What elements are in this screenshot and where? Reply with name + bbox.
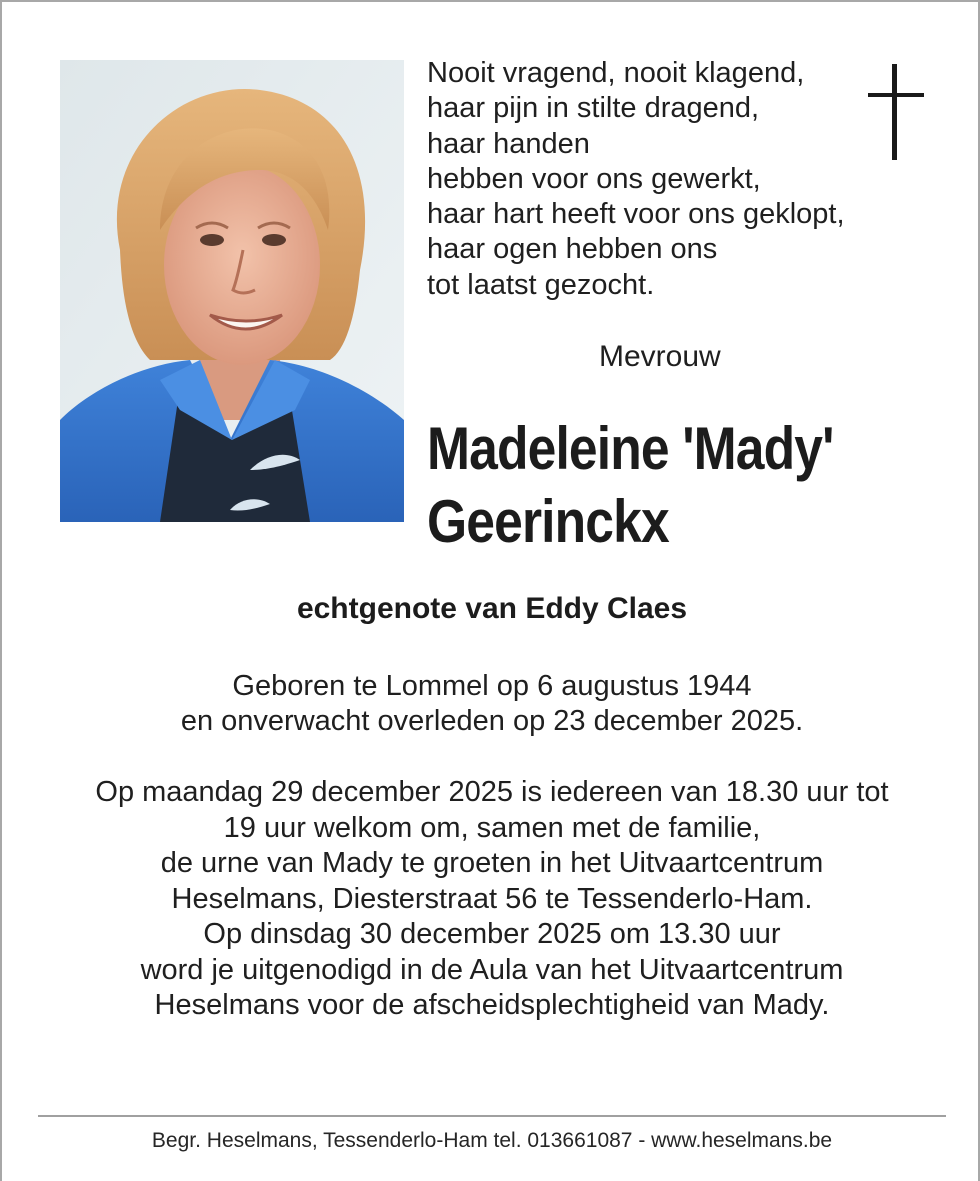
poem-line: haar handen <box>427 127 590 160</box>
poem-line: haar hart heeft voor ons geklopt, <box>427 198 845 231</box>
ceremony-line: de urne van Mady te groeten in het Uitvaartcentrum <box>160 847 824 879</box>
poem-line: hebben voor ons gewerkt, <box>427 162 761 195</box>
ceremony-line: Heselmans, Diesterstraat 56 te Tessenderlo-Ham. <box>171 882 813 915</box>
cross-icon <box>868 64 924 160</box>
death-line: en onverwacht overleden op 23 december 2025. <box>180 705 804 737</box>
poem-line: haar pijn in stilte dragend, <box>427 92 760 125</box>
deceased-name <box>427 412 833 558</box>
deceased-name-line2: Geerinckx <box>427 488 669 555</box>
ceremony-line: Op dinsdag 30 december 2025 om 13.30 uur <box>203 918 781 950</box>
poem-line: tot laatst gezocht. <box>427 268 655 301</box>
ceremony-line: word je uitgenodigd in de Aula van het Uitvaartcentrum <box>140 953 844 986</box>
memorial-poem <box>427 56 845 303</box>
deceased-name-line1: Madeleine 'Mady' <box>427 415 834 482</box>
poem-line: Nooit vragend, nooit klagend, <box>427 57 805 89</box>
portrait-photo <box>60 60 404 522</box>
honorific: Mevrouw <box>599 340 721 373</box>
ceremony-line: Heselmans voor de afscheidsplechtigheid van Mady. <box>154 989 830 1021</box>
spouse-line: echtgenote van Eddy Claes <box>296 592 688 625</box>
ceremony-info <box>2 775 980 1024</box>
portrait-illustration <box>60 60 404 522</box>
birth-line: Geboren te Lommel op 6 augustus 1944 <box>232 670 752 702</box>
poem-line: haar ogen hebben ons <box>427 233 718 266</box>
footer-divider <box>38 1115 946 1117</box>
ceremony-line: 19 uur welkom om, samen met de familie, <box>223 811 761 844</box>
funeral-home-footer: Begr. Heselmans, Tessenderlo-Ham tel. 013661087 - www.heselmans.be <box>151 1129 833 1152</box>
ceremony-line: Op maandag 29 december 2025 is iedereen van 18.30 uur tot <box>95 776 889 808</box>
life-dates <box>2 669 980 739</box>
